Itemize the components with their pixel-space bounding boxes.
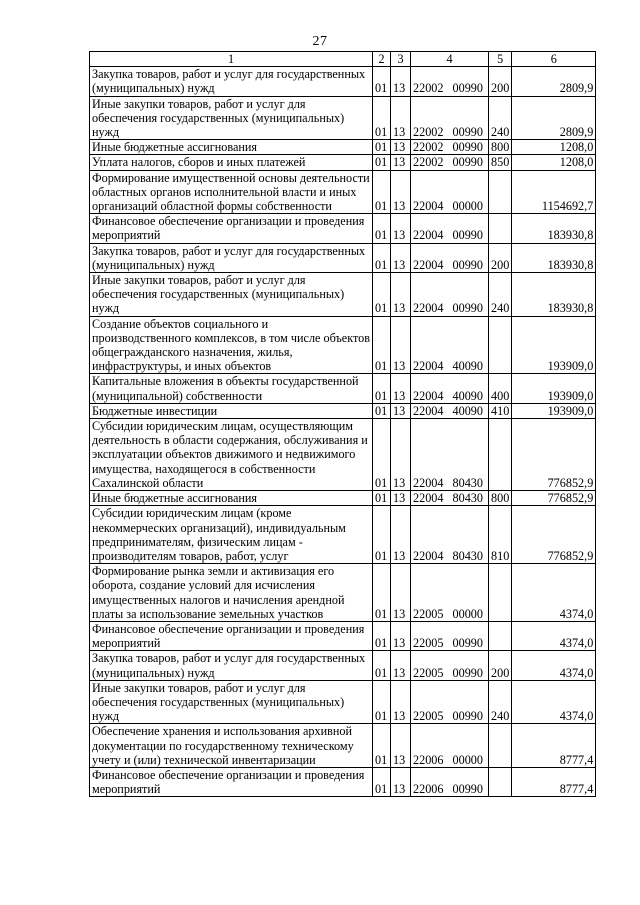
budget-table bbox=[89, 51, 596, 797]
subsection-code-cell: 13 bbox=[391, 767, 411, 796]
expense-type-cell bbox=[489, 564, 512, 622]
target-article-cell: 22004 00000 bbox=[411, 170, 489, 214]
amount-cell: 1208,0 bbox=[512, 155, 596, 170]
expense-type-cell bbox=[489, 767, 512, 796]
amount-cell: 193909,0 bbox=[512, 316, 596, 374]
expense-type-cell bbox=[489, 170, 512, 214]
target-article-cell: 22004 00990 bbox=[411, 273, 489, 317]
amount-cell: 183930,8 bbox=[512, 273, 596, 317]
table-row bbox=[90, 155, 596, 170]
section-code-cell: 01 bbox=[373, 67, 391, 96]
expense-type-cell bbox=[489, 214, 512, 243]
row-name-cell: Финансовое обеспечение организации и проведения мероприятий bbox=[90, 214, 373, 243]
target-article-cell: 22002 00990 bbox=[411, 67, 489, 96]
row-name-cell: Иные бюджетные ассигнования bbox=[90, 491, 373, 506]
row-name-cell: Бюджетные инвестиции bbox=[90, 403, 373, 418]
subsection-code-cell: 13 bbox=[391, 724, 411, 768]
header-cell: 1 bbox=[90, 52, 373, 67]
subsection-code-cell: 13 bbox=[391, 419, 411, 491]
section-code-cell: 01 bbox=[373, 564, 391, 622]
section-code-cell: 01 bbox=[373, 419, 391, 491]
section-code-cell: 01 bbox=[373, 155, 391, 170]
page-number: 27 bbox=[312, 34, 328, 49]
header-cell: 2 bbox=[373, 52, 391, 67]
amount-cell: 193909,0 bbox=[512, 374, 596, 403]
expense-type-cell: 800 bbox=[489, 140, 512, 155]
expense-type-cell: 400 bbox=[489, 374, 512, 403]
amount-cell: 183930,8 bbox=[512, 243, 596, 272]
expense-type-cell: 240 bbox=[489, 680, 512, 724]
section-code-cell: 01 bbox=[373, 651, 391, 680]
row-name-cell: Финансовое обеспечение организации и проведения мероприятий bbox=[90, 767, 373, 796]
amount-cell: 4374,0 bbox=[512, 621, 596, 650]
target-article-cell: 22004 80430 bbox=[411, 506, 489, 564]
table-row bbox=[90, 170, 596, 214]
subsection-code-cell: 13 bbox=[391, 243, 411, 272]
subsection-code-cell: 13 bbox=[391, 67, 411, 96]
row-name-cell: Уплата налогов, сборов и иных платежей bbox=[90, 155, 373, 170]
section-code-cell: 01 bbox=[373, 316, 391, 374]
expense-type-cell: 240 bbox=[489, 96, 512, 140]
section-code-cell: 01 bbox=[373, 140, 391, 155]
table-row bbox=[90, 403, 596, 418]
table-row bbox=[90, 506, 596, 564]
row-name-cell: Закупка товаров, работ и услуг для государственных (муниципальных) нужд bbox=[90, 243, 373, 272]
table-row bbox=[90, 491, 596, 506]
header-cell: 3 bbox=[391, 52, 411, 67]
header-cell: 4 bbox=[411, 52, 489, 67]
table-row bbox=[90, 651, 596, 680]
expense-type-cell: 810 bbox=[489, 506, 512, 564]
table-row bbox=[90, 564, 596, 622]
expense-type-cell: 410 bbox=[489, 403, 512, 418]
target-article-cell: 22002 00990 bbox=[411, 155, 489, 170]
amount-cell: 8777,4 bbox=[512, 767, 596, 796]
amount-cell: 776852,9 bbox=[512, 419, 596, 491]
target-article-cell: 22004 40090 bbox=[411, 316, 489, 374]
row-name-cell: Иные закупки товаров, работ и услуг для обеспечения государственных (муниципальных) нужд bbox=[90, 96, 373, 140]
table-row bbox=[90, 374, 596, 403]
header-cell: 5 bbox=[489, 52, 512, 67]
section-code-cell: 01 bbox=[373, 491, 391, 506]
amount-cell: 4374,0 bbox=[512, 680, 596, 724]
amount-cell: 2809,9 bbox=[512, 96, 596, 140]
target-article-cell: 22004 40090 bbox=[411, 374, 489, 403]
subsection-code-cell: 13 bbox=[391, 651, 411, 680]
amount-cell: 2809,9 bbox=[512, 67, 596, 96]
section-code-cell: 01 bbox=[373, 403, 391, 418]
target-article-cell: 22002 00990 bbox=[411, 140, 489, 155]
section-code-cell: 01 bbox=[373, 506, 391, 564]
row-name-cell: Капитальные вложения в объекты государственной (муниципальной) собственности bbox=[90, 374, 373, 403]
row-name-cell: Формирование имущественной основы деятельности областных органов исполнительной власти и иных организаций областной формы собственности bbox=[90, 170, 373, 214]
section-code-cell: 01 bbox=[373, 214, 391, 243]
subsection-code-cell: 13 bbox=[391, 316, 411, 374]
table-row bbox=[90, 243, 596, 272]
subsection-code-cell: 13 bbox=[391, 273, 411, 317]
amount-cell: 4374,0 bbox=[512, 564, 596, 622]
subsection-code-cell: 13 bbox=[391, 403, 411, 418]
subsection-code-cell: 13 bbox=[391, 96, 411, 140]
target-article-cell: 22004 80430 bbox=[411, 419, 489, 491]
expense-type-cell bbox=[489, 419, 512, 491]
section-code-cell: 01 bbox=[373, 621, 391, 650]
expense-type-cell: 200 bbox=[489, 67, 512, 96]
subsection-code-cell: 13 bbox=[391, 214, 411, 243]
expense-type-cell: 850 bbox=[489, 155, 512, 170]
table-row bbox=[90, 214, 596, 243]
amount-cell: 1154692,7 bbox=[512, 170, 596, 214]
row-name-cell: Закупка товаров, работ и услуг для государственных (муниципальных) нужд bbox=[90, 651, 373, 680]
expense-type-cell bbox=[489, 621, 512, 650]
subsection-code-cell: 13 bbox=[391, 374, 411, 403]
table-row bbox=[90, 680, 596, 724]
target-article-cell: 22005 00990 bbox=[411, 680, 489, 724]
row-name-cell: Иные закупки товаров, работ и услуг для обеспечения государственных (муниципальных) нужд bbox=[90, 680, 373, 724]
target-article-cell: 22006 00000 bbox=[411, 724, 489, 768]
table-row bbox=[90, 140, 596, 155]
row-name-cell: Иные бюджетные ассигнования bbox=[90, 140, 373, 155]
table-row bbox=[90, 724, 596, 768]
table-row bbox=[90, 96, 596, 140]
target-article-cell: 22002 00990 bbox=[411, 96, 489, 140]
table-row bbox=[90, 316, 596, 374]
subsection-code-cell: 13 bbox=[391, 564, 411, 622]
section-code-cell: 01 bbox=[373, 680, 391, 724]
subsection-code-cell: 13 bbox=[391, 506, 411, 564]
expense-type-cell: 200 bbox=[489, 243, 512, 272]
row-name-cell: Формирование рынка земли и активизация его оборота, создание условий для исчисления имущественных налогов и начисления арендной платы за использование земельных участков bbox=[90, 564, 373, 622]
section-code-cell: 01 bbox=[373, 767, 391, 796]
table-row bbox=[90, 419, 596, 491]
section-code-cell: 01 bbox=[373, 96, 391, 140]
expense-type-cell: 200 bbox=[489, 651, 512, 680]
row-name-cell: Закупка товаров, работ и услуг для государственных (муниципальных) нужд bbox=[90, 67, 373, 96]
expense-type-cell: 800 bbox=[489, 491, 512, 506]
table-row bbox=[90, 621, 596, 650]
expense-type-cell bbox=[489, 316, 512, 374]
amount-cell: 193909,0 bbox=[512, 403, 596, 418]
header-row bbox=[90, 52, 596, 67]
table-row bbox=[90, 67, 596, 96]
subsection-code-cell: 13 bbox=[391, 621, 411, 650]
row-name-cell: Финансовое обеспечение организации и проведения мероприятий bbox=[90, 621, 373, 650]
subsection-code-cell: 13 bbox=[391, 140, 411, 155]
amount-cell: 1208,0 bbox=[512, 140, 596, 155]
target-article-cell: 22005 00990 bbox=[411, 621, 489, 650]
section-code-cell: 01 bbox=[373, 273, 391, 317]
table-row bbox=[90, 273, 596, 317]
header-cell: 6 bbox=[512, 52, 596, 67]
row-name-cell: Субсидии юридическим лицам (кроме некоммерческих организаций), индивидуальным предпринимателям, физическим лицам - производителям товаров, работ, услуг bbox=[90, 506, 373, 564]
section-code-cell: 01 bbox=[373, 170, 391, 214]
target-article-cell: 22005 00990 bbox=[411, 651, 489, 680]
expense-type-cell: 240 bbox=[489, 273, 512, 317]
amount-cell: 776852,9 bbox=[512, 506, 596, 564]
row-name-cell: Субсидии юридическим лицам, осуществляющим деятельность в области содержания, обслуживания и эксплуатации объектов движимого и недвижимого имущества, находящегося в собственности Сахалинской области bbox=[90, 419, 373, 491]
target-article-cell: 22004 40090 bbox=[411, 403, 489, 418]
subsection-code-cell: 13 bbox=[391, 170, 411, 214]
expense-type-cell bbox=[489, 724, 512, 768]
section-code-cell: 01 bbox=[373, 374, 391, 403]
table-row bbox=[90, 767, 596, 796]
amount-cell: 776852,9 bbox=[512, 491, 596, 506]
row-name-cell: Иные закупки товаров, работ и услуг для обеспечения государственных (муниципальных) нужд bbox=[90, 273, 373, 317]
subsection-code-cell: 13 bbox=[391, 491, 411, 506]
target-article-cell: 22004 00990 bbox=[411, 243, 489, 272]
section-code-cell: 01 bbox=[373, 243, 391, 272]
target-article-cell: 22004 00990 bbox=[411, 214, 489, 243]
amount-cell: 8777,4 bbox=[512, 724, 596, 768]
row-name-cell: Обеспечение хранения и использования архивной документации по государственному техническому учету и (или) технической инвентаризации bbox=[90, 724, 373, 768]
subsection-code-cell: 13 bbox=[391, 155, 411, 170]
amount-cell: 4374,0 bbox=[512, 651, 596, 680]
target-article-cell: 22006 00990 bbox=[411, 767, 489, 796]
target-article-cell: 22005 00000 bbox=[411, 564, 489, 622]
section-code-cell: 01 bbox=[373, 724, 391, 768]
target-article-cell: 22004 80430 bbox=[411, 491, 489, 506]
row-name-cell: Создание объектов социального и производственного комплексов, в том числе объектов общегражданского назначения, жилья, инфраструктуры, и иных объектов bbox=[90, 316, 373, 374]
subsection-code-cell: 13 bbox=[391, 680, 411, 724]
amount-cell: 183930,8 bbox=[512, 214, 596, 243]
